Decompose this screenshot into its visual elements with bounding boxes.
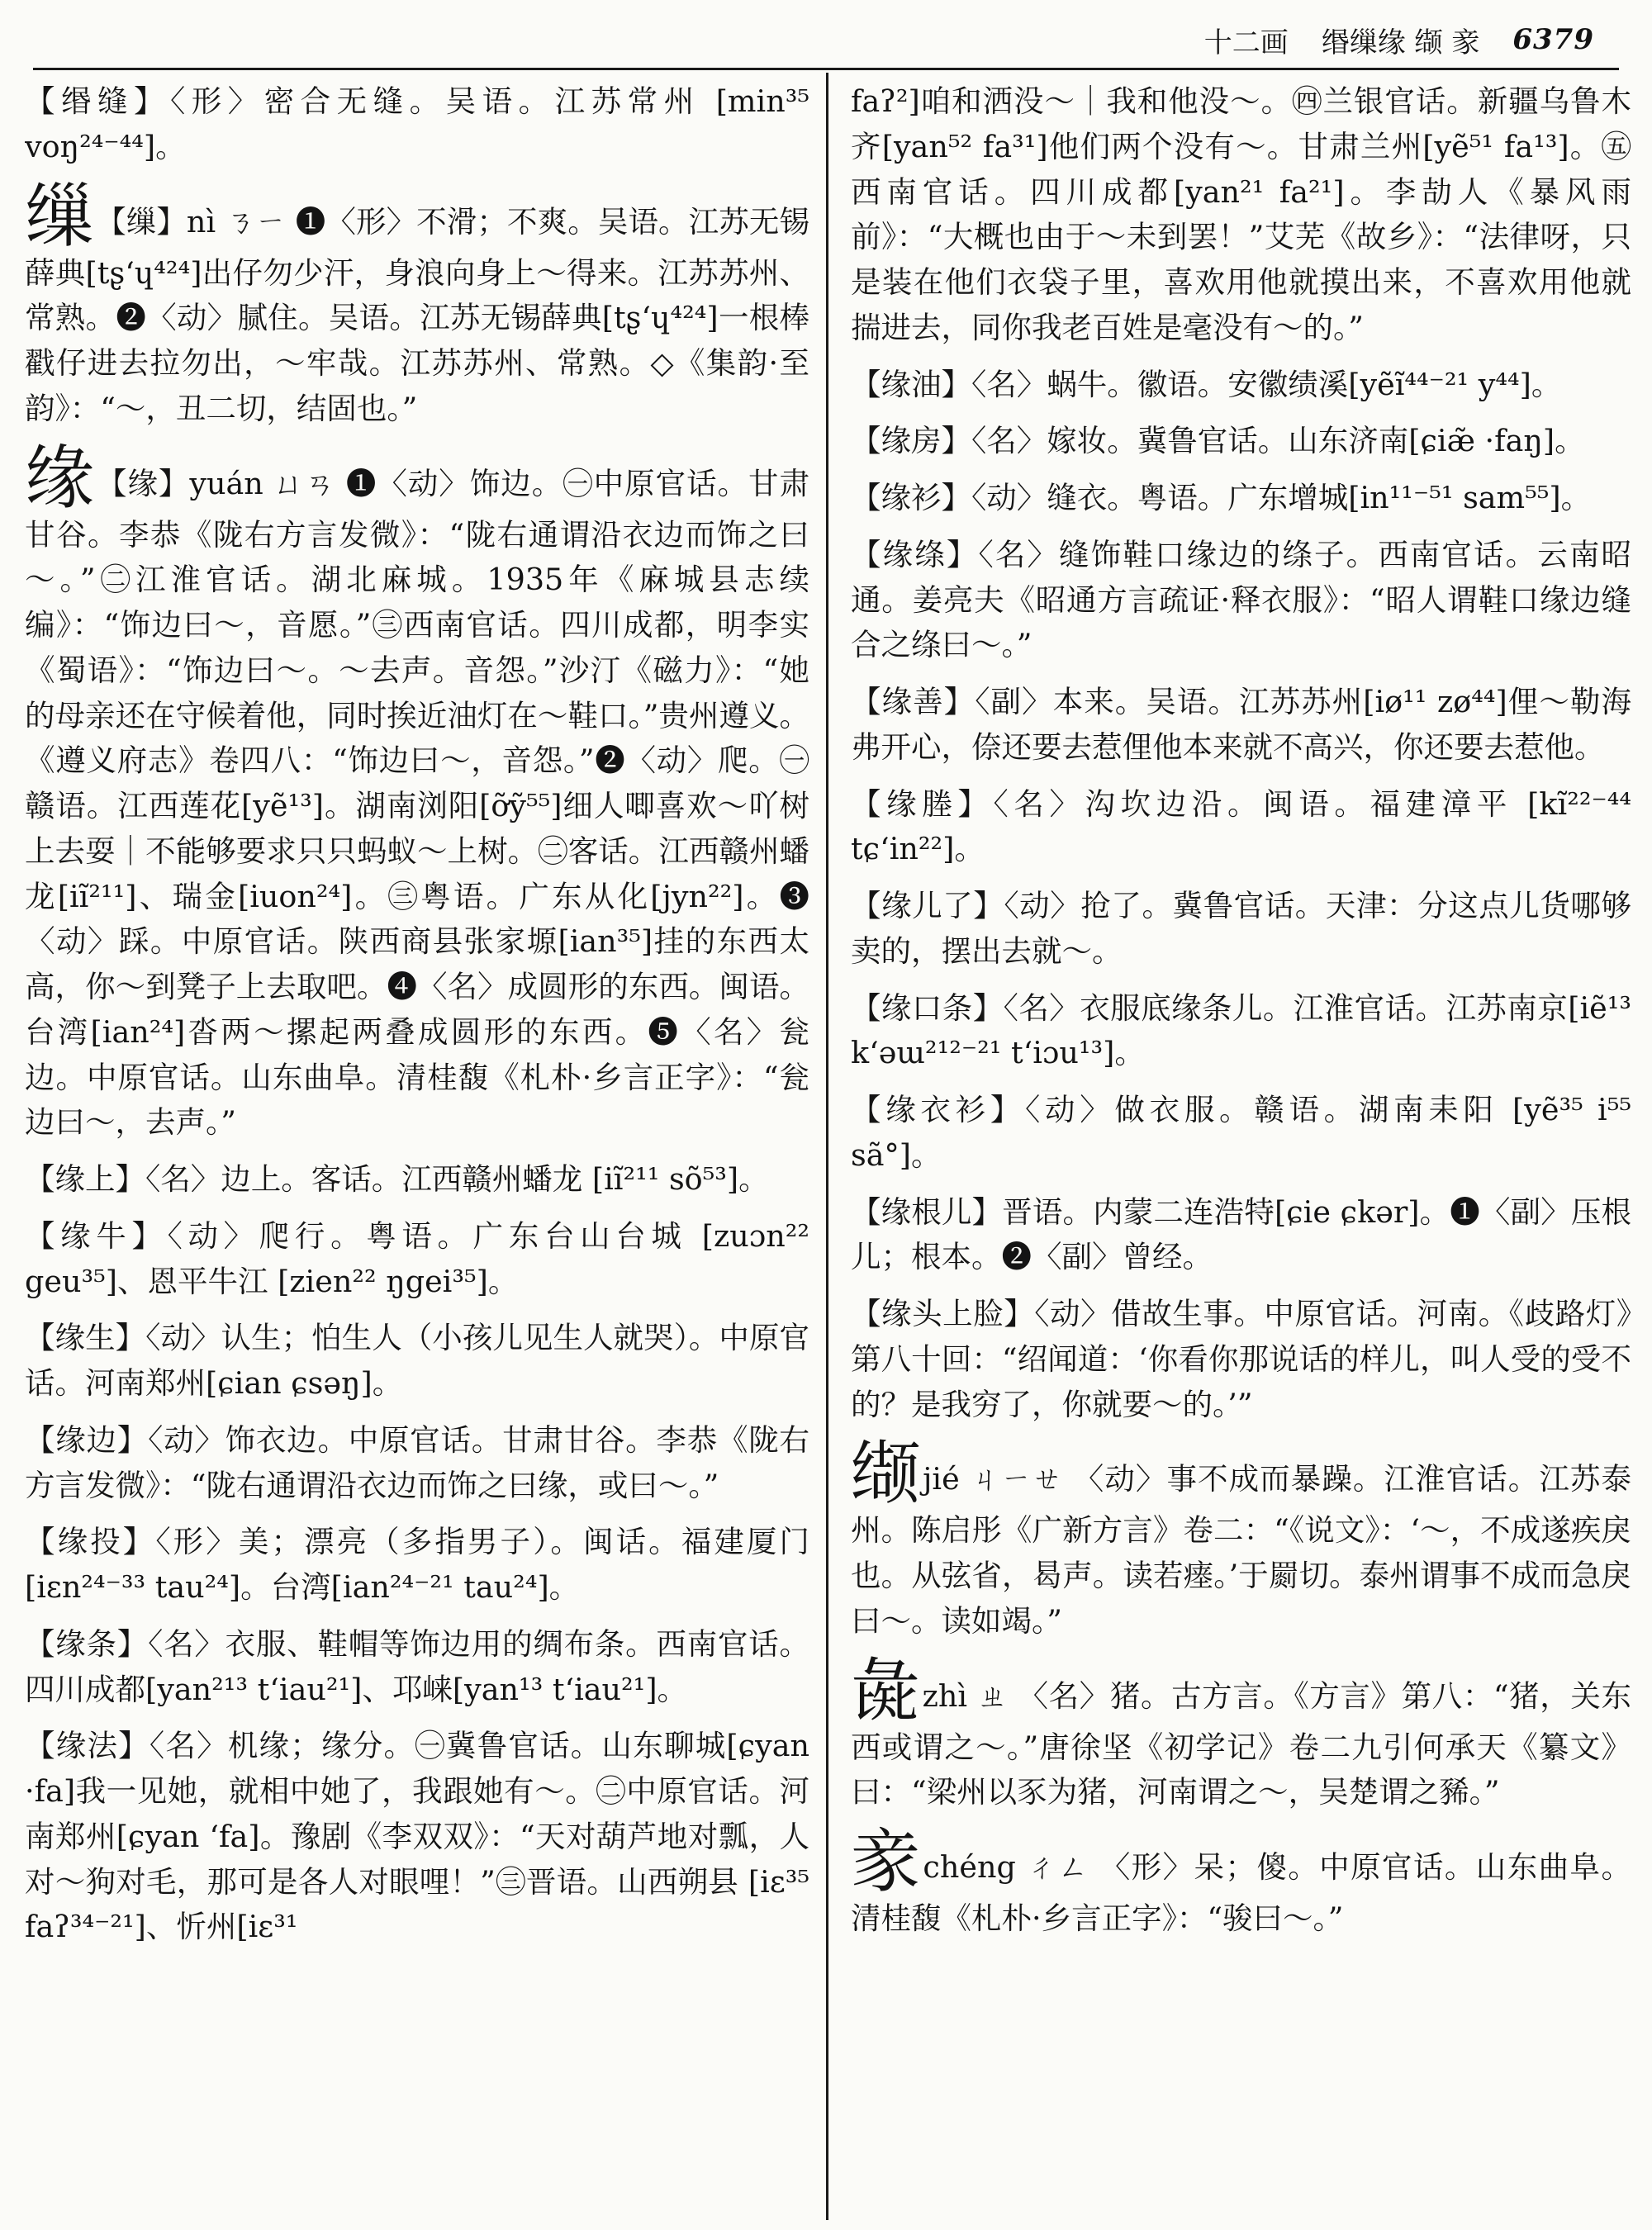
entry-text: 【缘头上脸】〈动〉借故生事。中原官话。河南。《歧路灯》第八十回：“绍闻道：‘你看你那说话的样儿，叫人受的受不的？是我穷了，你就要～的。’” — [851, 1296, 1631, 1422]
entry-text: 【缘口条】〈名〉衣服底缘条儿。江淮官话。江苏南京[iẽ¹³ kʻəɯ²¹²⁻²¹ tʻiɔu¹³]。 — [851, 989, 1631, 1071]
dictionary-entry — [851, 986, 1631, 1077]
dictionary-entry — [25, 1520, 809, 1611]
dictionary-entry — [851, 1292, 1631, 1427]
entry-text: 【缘塍】〈名〉沟坎边沿。闽语。福建漳平 [kĩ²²⁻⁴⁴ tɕʻin²²]。 — [851, 785, 1631, 867]
headword-large: 缘 — [25, 437, 95, 519]
column-divider — [826, 73, 828, 2220]
entry-text: 【缘绦】〈名〉缝饰鞋口缘边的绦子。西南官话。云南昭通。姜亮夫《昭通方言疏证·释衣服》：“昭人谓鞋口缘边缝合之绦曰～。” — [851, 536, 1631, 663]
page-header — [826, 15, 1594, 64]
headword-large: 缬 — [851, 1433, 922, 1515]
dictionary-entry — [25, 1622, 809, 1713]
entry-text: 【缘房】〈名〉嫁妆。冀鲁官话。山东济南[ɕiæ̃ ·faŋ]。 — [851, 423, 1585, 459]
headword-large: 彘 — [851, 1649, 921, 1731]
dictionary-entry — [851, 1190, 1631, 1281]
entry-text: 【缘条】〈名〉衣服、鞋帽等饰边用的绸布条。西南官话。四川成都[yan²¹³ tʻiau²¹]、邛崃[yan¹³ tʻiau²¹]。 — [25, 1625, 809, 1707]
entry-text: 【缘根儿】晋语。内蒙二连浩特[ɕie ɕkər]。❶〈副〉压根儿；根本。❷〈副〉曾经。 — [851, 1193, 1631, 1275]
dictionary-entry — [851, 1433, 1631, 1644]
entry-text: 【缫】nì ㄋㄧ ❶〈形〉不滑；不爽。吴语。江苏无锡薛典[tʂʻɥ⁴²⁴]出仔勿少汗，身浪向身上～得来。江苏苏州、常熟。❷〈动〉腻住。吴语。江苏无锡薛典[tʂʻɥ⁴²⁴]一根棒戳仔进去拉勿出，～牢哉。江苏苏州、常熟。◇《集韵·至韵》：“～，丑二切，结固也。” — [25, 203, 809, 426]
entry-text: jié ㄐㄧㄝ 〈动〉事不成而暴躁。江淮官话。江苏泰州。陈启彤《广新方言》卷二：“《说文》：‘～，不成遂疾戾也。从弦省，曷声。读若瘗。’于罽切。泰州谓事不成而急戾曰～。读如竭。” — [851, 1461, 1631, 1639]
dictionary-entry — [25, 1418, 809, 1509]
dictionary-entry — [25, 437, 809, 1146]
entry-text: 【缘生】〈动〉认生；怕生人（小孩儿见生人就哭）。中原官话。河南郑州[ɕian ɕsəŋ]。 — [25, 1320, 809, 1401]
right-column — [851, 79, 1631, 2218]
headword-large: 豙 — [851, 1821, 922, 1902]
entry-text: 【缘上】〈名〉边上。客话。江西赣州蟠龙 [iĩ²¹¹ sõ⁵³]。 — [25, 1161, 769, 1197]
entry-text: 【缘衫】〈动〉缝衣。粤语。广东增城[in¹¹⁻⁵¹ sam⁵⁵]。 — [851, 480, 1592, 515]
page-number: 6379 — [1512, 23, 1594, 56]
dictionary-entry — [851, 419, 1631, 464]
entry-text: 【缗缝】〈形〉密合无缝。吴语。江苏常州 [min³⁵ voŋ²⁴⁻⁴⁴]。 — [25, 83, 809, 164]
dictionary-entry — [25, 1724, 809, 1950]
header-chars: 缗缫缘 缬 豙 — [1321, 26, 1480, 59]
dictionary-entry — [851, 79, 1631, 351]
entry-text: zhì ㄓ 〈名〉猪。古方言。《方言》第八：“猪，关东西或谓之～。”唐徐坚《初学记》卷二九引何承天《纂文》曰：“梁州以豕为猪，河南谓之～，吴楚谓之豨。” — [851, 1677, 1631, 1810]
entry-text: faʔ²]咱和洒没～｜我和他没～。㊃兰银官话。新疆乌鲁木齐[yan⁵² fa³¹]他们两个没有～。甘肃兰州[yẽ⁵¹ fa¹³]。㊄西南官话。四川成都[yan²¹ fa²¹]。李劼人《暴风雨前》：“大概也由于～未到罢！”艾芜《故乡》：“法律呀，只是装在他们衣袋子里，喜欢用他就摸出来，不喜欢用他就揣进去，同你我老百姓是毫没有～的。” — [851, 83, 1631, 345]
dictionary-entry — [25, 1214, 809, 1305]
entry-text: 【缘】yuán ㄩㄢ ❶〈动〉饰边。㊀中原官话。甘肃甘谷。李恭《陇右方言发微》：“陇右通谓沿衣边而饰之曰～。”㊁江淮官话。湖北麻城。1935年《麻城县志续编》：“饰边曰～，音愿。”㊂西南官话。四川成都，明李实《蜀语》：“饰边曰～。～去声。音怨。”沙汀《磁力》：“她的母亲还在守候着他，同时挨近油灯在～鞋口。”贵州遵义。《遵义府志》卷四八：“饰边曰～，音怨。”❷〈动〉爬。㊀赣语。江西莲花[yẽ¹³]。湖南浏阳[ỡỹ⁵⁵]细人唧喜欢～吖树上去耍｜不能够要求只只蚂蚁～上树。㊁客话。江西赣州蟠龙[iĩ²¹¹]、瑞金[iuon²⁴]。㊂粤语。广东从化[jyn²²]。❸〈动〉踩。中原官话。陕西商县张家塬[ian³⁵]挂的东西太高，你～到凳子上去取吧。❹〈名〉成圆形的东西。闽语。台湾[ian²⁴]沓两～摞起两叠成圆形的东西。❺〈名〉瓮边。中原官话。山东曲阜。清桂馥《札朴·乡言正字》：“瓮边曰～，去声。” — [25, 465, 809, 1141]
headword-large: 缫 — [25, 175, 95, 257]
dictionary-entry — [851, 680, 1631, 771]
dictionary-entry — [851, 1649, 1631, 1816]
entry-text: 【缘法】〈名〉机缘；缘分。㊀冀鲁官话。山东聊城[ɕyan ·fa]我一见她，就相中她了，我跟她有～。㊁中原官话。河南郑州[ɕyan ʻfa]。豫剧《李双双》：“天对葫芦地对瓢，人对～狗对毛，那可是各人对眼哩！”㊂晋语。山西朔县 [iɛ³⁵ faʔ³⁴⁻²¹]、忻州[iɛ³¹ — [25, 1728, 809, 1945]
dictionary-entry — [851, 476, 1631, 521]
header-rule — [33, 68, 1619, 70]
entry-text: 【缘边】〈动〉饰衣边。中原官话。甘肃甘谷。李恭《陇右方言发微》：“陇右通谓沿衣边而饰之曰缘，或曰～。” — [25, 1421, 809, 1503]
entry-text: 【缘投】〈形〉美；漂亮（多指男子）。闽话。福建厦门[iɛn²⁴⁻³³ tau²⁴]。台湾[ian²⁴⁻²¹ tau²⁴]。 — [25, 1524, 809, 1605]
dictionary-entry — [25, 1157, 809, 1203]
dictionary-entry — [851, 363, 1631, 408]
dictionary-entry — [851, 1821, 1631, 1942]
entry-text: 【缘油】〈名〉蜗牛。徽语。安徽绩溪[yẽĩ⁴⁴⁻²¹ y⁴⁴]。 — [851, 366, 1562, 402]
left-column — [25, 79, 809, 2218]
dictionary-entry — [25, 79, 809, 170]
dictionary-entry — [851, 782, 1631, 873]
entry-text: chéng ㄔㄥ 〈形〉呆；傻。中原官话。山东曲阜。清桂馥《札朴·乡言正字》：“骏曰～。” — [851, 1849, 1631, 1936]
section-label: 十二画 — [1203, 26, 1289, 59]
entry-text: 【缘牛】〈动〉爬行。粤语。广东台山台城 [zuɔn²² geu³⁵]、恩平牛江 [zien²² ŋgei³⁵]。 — [25, 1217, 809, 1299]
dictionary-entry — [25, 1316, 809, 1407]
dictionary-entry — [851, 1088, 1631, 1179]
dictionary-entry — [25, 175, 809, 432]
dictionary-entry — [851, 884, 1631, 975]
dictionary-entry — [851, 533, 1631, 668]
entry-text: 【缘儿了】〈动〉抢了。冀鲁官话。天津：分这点儿货哪够卖的，摆出去就～。 — [851, 888, 1631, 969]
entry-text: 【缘衣衫】〈动〉做衣服。赣语。湖南耒阳 [yẽ³⁵ i⁵⁵ sã°]。 — [851, 1092, 1631, 1173]
entry-text: 【缘善】〈副〉本来。吴语。江苏苏州[iø¹¹ zø⁴⁴]俚～勒海弗开心，倷还要去惹俚他本来就不高兴，你还要去惹他。 — [851, 684, 1631, 765]
